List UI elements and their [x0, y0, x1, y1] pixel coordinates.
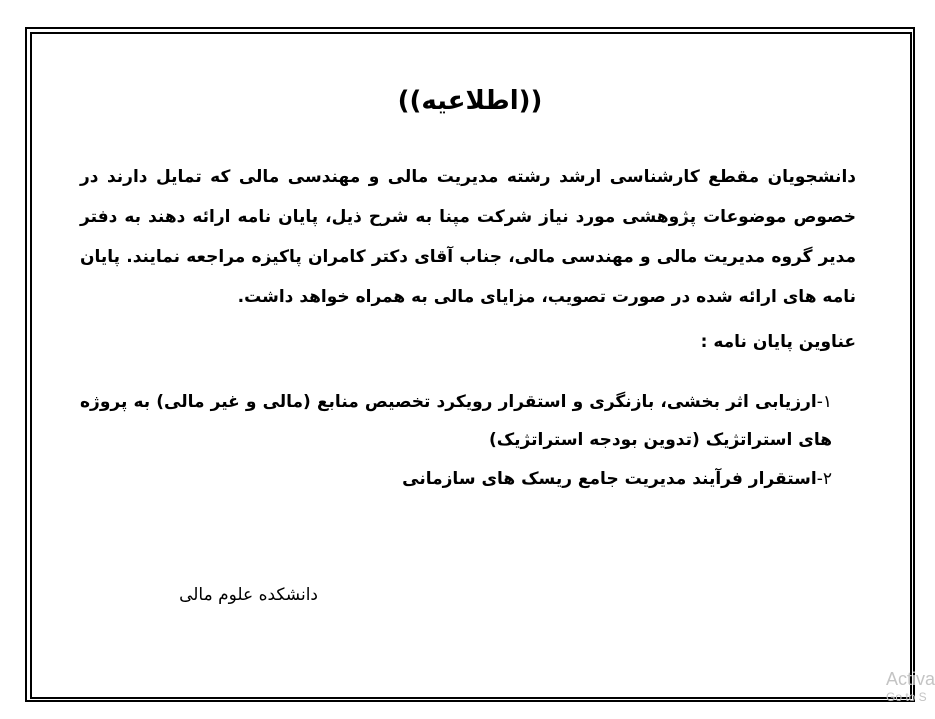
watermark-title: Activa [886, 669, 935, 689]
notice-body: دانشجویان مقطع کارشناسی ارشد رشته مدیریت مالی و مهندسی مالی که تمایل دارند در خصوص موضوعات پژوهشی مورد نیاز شرکت مپنا به شرح ذیل، پایان نامه ارائه دهند به دفتر مدیر گروه مدیریت مالی و مهندسی مالی، جناب آقای دکتر کامران پاکیزه مراجعه نمایند. پایان نامه های ارائه شده در صورت تصویب، مزایای مالی به همراه خواهد داشت. [80, 167, 856, 307]
topic-item [300, 460, 832, 498]
topic-item [80, 383, 832, 459]
topic-number: ۲- [816, 469, 832, 489]
activation-watermark[interactable] [886, 668, 935, 704]
watermark-subtitle: Go to S [886, 690, 927, 704]
notice-title: ((اطلاعیه)) [397, 86, 543, 116]
topic-text: ارزیابی اثر بخشی، بازنگری و استقرار رویکرد تخصیص منابع (مالی و غیر مالی) به پروژه های استراتژیک (تدوین بودجه استراتژیک) [80, 392, 832, 450]
signature: دانشکده علوم مالی [179, 585, 318, 605]
topic-text: استقرار فرآیند مدیریت جامع ریسک های سازمانی [402, 469, 817, 489]
topics-heading: عناوین پایان نامه : [700, 332, 856, 352]
topic-number: ۱- [816, 392, 832, 412]
